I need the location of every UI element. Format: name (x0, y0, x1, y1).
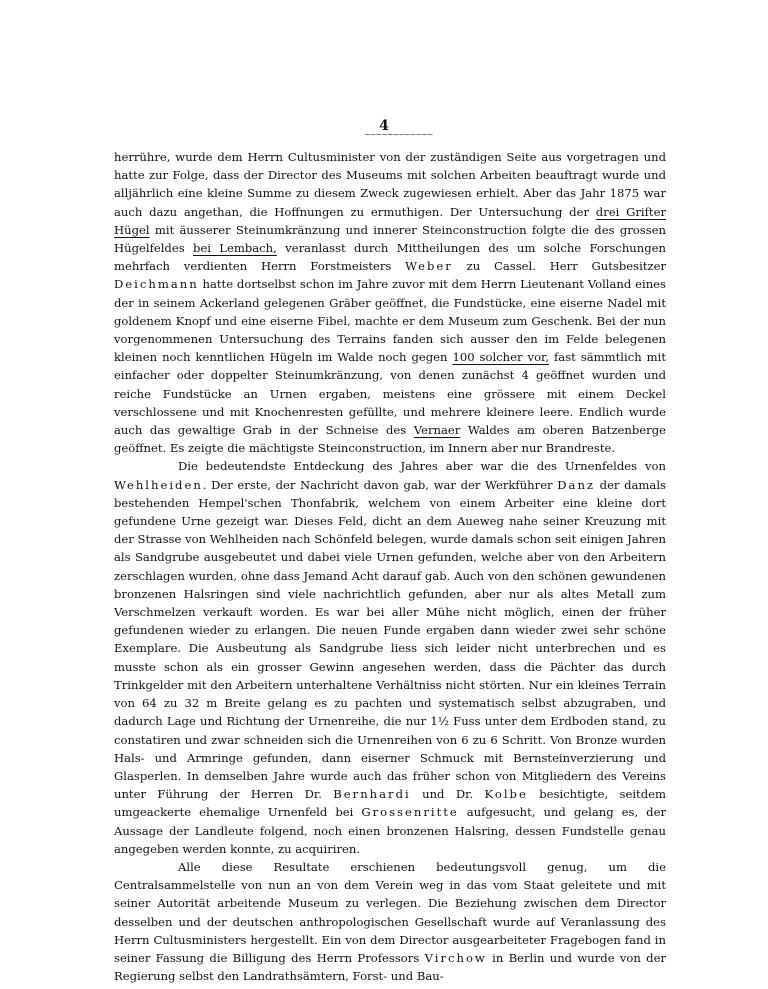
spaced-name: Kolbe (484, 787, 528, 802)
text-run: zu Cassel. Herr Gutsbesitzer (452, 259, 666, 274)
text-run: Alle diese Resultate erschienen bedeutungsvoll genug, um die Centralsammelstelle von nun an von dem Verein weg in das vom Staat geleitete und mit seiner Autorität arbeitende Museum zu verlegen. Die Beziehung zwischen dem Director desselben und der deutschen anthropologischen Gesellschaft wurde auf Veranlassung des Herrn Cultusministers hergestellt. Ein von dem Director ausgearbeiteter Fragebogen fand in seiner Fassung die Billigung des Herrn Professors (114, 859, 666, 965)
page-number-ornament: ~~~~~~~~~~~~ (364, 130, 433, 139)
text-run: veranlasst durch Mittheilungen des um solche Forschungen mehrfach verdienten Herrn Forstmeisters (114, 241, 666, 274)
text-run: besichtigte, seitdem umgeackerte ehemalige Urnenfeld bei (114, 787, 666, 820)
paragraph-3 (114, 858, 666, 985)
text-run: mit äusserer Steinumkränzung und innerer Steinconstruction folgte die des grossen Hügelfeldes (114, 222, 666, 256)
text-run: Waldes am oberen Batzenberge geöffnet. Es zeigte die mächtigste Steinconstruction, im Innern aber nur Brandreste. (114, 423, 666, 456)
text-run: fast sämmtlich mit einfacher oder doppelter Steinumkränzung, von denen zunächst 4 geöffnet wurden und reiche Fundstücke an Urnen ergaben, meistens eine grössere mit einem Deckel verschlossene und mit Knochenresten gefüllte, und mehrere kleinere leere. Endlich wurde auch das gewaltige Grab in der Schneise des (114, 350, 666, 438)
paragraph-1 (114, 148, 666, 457)
text-run: der damals bestehenden Hempel'schen Thonfabrik, welchem von einem Arbeiter eine kleine dort gefundene Urne gezeigt war. Dieses Feld, dicht an dem Aueweg nahe seiner Kreuzung mit der Strasse von Wehlheiden nach Schönfeld belegen, wurde damals schon seit einigen Jahren als Sandgrube ausgebeutet und dabei viele Urnen gefunden, welche aber von den Arbeitern zerschlagen wurden, ohne dass Jemand Acht darauf gab. Auch von den schönen gewundenen bronzenen Halsringen sind viele nachrichtlich gefunden, aber nur als altes Metall zum Verschmelzen verkauft worden. Es war bei aller Mühe nicht möglich, einen der früher gefundenen wieder zu erlangen. Die neuen Funde ergaben dann wieder zwei sehr schöne Exemplare. Die Ausbeutung als Sandgrube liess sich leider nicht unterbrechen und es musste schon als ein grosser Gewinn angesehen werden, dass die Pächter das durch Trinkgelder mit den Arbeitern unterhaltene Verhältniss nicht störten. Nur ein kleines Terrain von 64 zu 32 m Breite gelang es zu pachten und systematisch selbst abzugraben, und dadurch Lage und Richtung der Urnenreihe, die nur 1½ Fuss unter dem Erdboden stand, zu constatiren und zwar schneiden sich die Urnenreihen von 6 zu 6 Schritt. Von Bronze wurden Hals- und Armringe gefunden, dann eiserner Schmuck mit Bernsteinverzierung und Glasperlen. In demselben Jahre wurde auch das früher schon von Mitgliedern des Vereins unter Führung der Herren Dr. (114, 477, 666, 802)
spaced-name: Danz (557, 477, 596, 492)
text-run: . Der erste, der Nachricht davon gab, war der Werkführer (202, 477, 558, 492)
spaced-name: Weber (405, 259, 453, 274)
spaced-name: Wehlheiden (114, 477, 203, 492)
text-run: hatte dortselbst schon im Jahre zuvor mit dem Herrn Lieutenant Volland eines der in seinem Ackerland gelegenen Gräber geöffnet, die Fundstücke, eine eiserne Nadel mit goldenem Knopf und eine eiserne Fibel, machte er dem Museum zum Geschenk. Bei der nun vorgenommenen Untersuchung des Terrains fanden sich ausser den im Felde belegenen kleinen noch kenntlichen Hügeln im Walde noch gegen (114, 277, 666, 365)
underlined-phrase: drei Grifter Hügel (114, 204, 666, 237)
text-run: und Dr. (410, 787, 485, 802)
underlined-phrase: 100 solcher vor, (452, 350, 550, 365)
text-run: Die bedeutendste Entdeckung des Jahres aber war die des Urnenfeldes von (178, 459, 666, 474)
body-text (114, 148, 666, 985)
spaced-name: Deichmann (114, 277, 199, 292)
spaced-name: Bernhardi (333, 787, 411, 802)
text-run: herrühre, wurde dem Herrn Cultusminister von der zuständigen Seite aus vorgetragen und hatte zur Folge, dass der Director des Museums mit solchen Arbeiten beauftragt wurde und alljährlich eine kleine Summe zu diesem Zweck zugewiesen erhielt. Aber das Jahr 1875 war auch dazu angethan, die Hoffnungen zu ermuthigen. Der Untersuchung der (114, 150, 666, 219)
text-run: in Berlin und wurde von der Regierung selbst den Landrathsämtern, Forst- und Bau- (114, 950, 666, 984)
spaced-name: Grossenritte (361, 805, 459, 820)
underlined-phrase: Vernaer (413, 423, 461, 438)
underlined-phrase: bei Lembach, (192, 241, 277, 256)
paragraph-2 (114, 457, 666, 857)
page-number: 4 (379, 118, 389, 134)
text-run: aufgesucht, und gelang es, der Aussage der Landleute folgend, noch einen bronzenen Halsring, dessen Fundstelle genau angegeben werden konnte, zu acquiriren. (114, 805, 666, 856)
spaced-name: Virchow (424, 950, 487, 965)
